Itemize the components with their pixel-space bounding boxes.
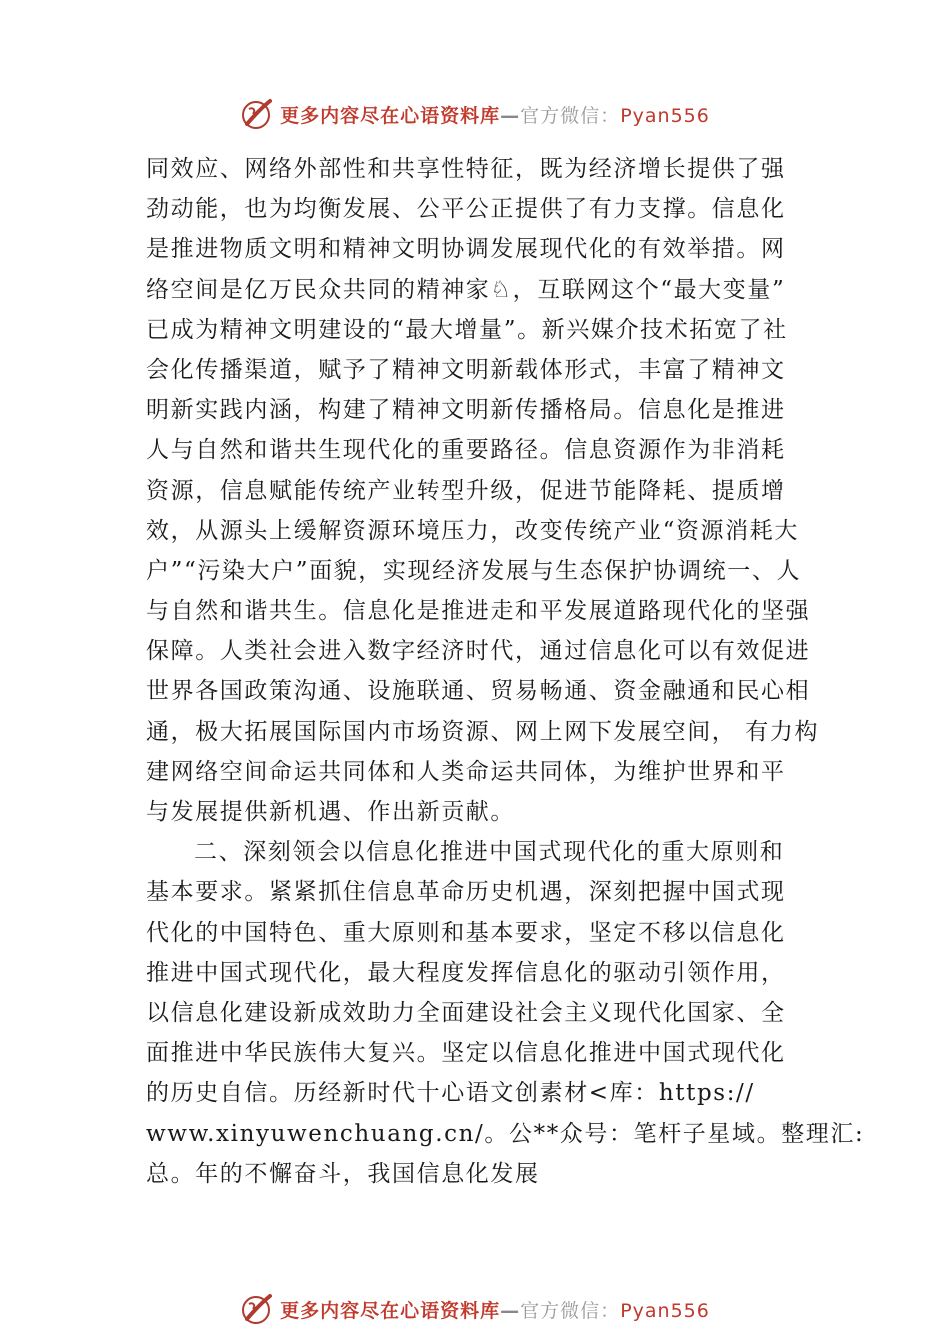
header-banner-text (280, 101, 710, 128)
body-line: 代化的中国特色、重大原则和基本要求，坚定不移以信息化 (146, 919, 786, 946)
body-line-url: www.xinyuwenchuang.cn/。公**众号：笔杆子星域。整理汇: (146, 1120, 865, 1147)
body-line: 资源，信息赋能传统产业转型升级，促进节能降耗、提质增 (146, 477, 786, 504)
body-line: 络空间是亿万民众共同的精神家♘，互联网这个“最大变量” (146, 276, 786, 303)
body-line: 面推进中华民族伟大复兴。坚定以信息化推进中国式现代化 (146, 1040, 786, 1067)
body-line: 明新实践内涵，构建了精神文明新传播格局。信息化是推进 (146, 397, 786, 424)
header-banner (0, 94, 950, 134)
section-heading-line: 二、深刻领会以信息化推进中国式现代化的重大原则和 (194, 839, 785, 866)
body-line: 世界各国政策沟通、设施联通、贸易畅通、资金融通和民心相 (146, 678, 811, 705)
footer-banner-main: 更多内容尽在心语资料库 (280, 1299, 501, 1322)
document-body (146, 149, 865, 1194)
body-line: 推进中国式现代化，最大程度发挥信息化的驱动引领作用， (146, 959, 786, 986)
body-line: 保障。人类社会进入数字经济时代，通过信息化可以有效促进 (146, 638, 811, 665)
body-line: 同效应、网络外部性和共享性特征，既为经济增长提供了强 (146, 156, 786, 182)
footer-banner-text (280, 1296, 710, 1323)
body-line: 通，极大拓展国际国内市场资源、网上网下发展空间， 有力构 (146, 718, 820, 745)
brush-logo-icon (240, 1292, 274, 1326)
header-banner-wechat-id: Pyan556 (620, 104, 710, 127)
body-line: 已成为精神文明建设的“最大增量”。新兴媒介技术拓宽了社 (146, 316, 788, 343)
body-line: 与自然和谐共生。信息化是推进走和平发展道路现代化的坚强 (146, 598, 811, 625)
body-line: 人与自然和谐共生现代化的重要路径。信息资源作为非消耗 (146, 437, 786, 464)
header-banner-separator: — (500, 104, 521, 127)
body-line: 会化传播渠道，赋予了精神文明新载体形式，丰富了精神文 (146, 356, 786, 383)
footer-banner-wechat-label: 官方微信： (520, 1299, 621, 1322)
body-line: 户”“污染大户”面貌，实现经济发展与生态保护协调统一、人 (146, 557, 802, 584)
body-line: 的历史自信。历经新时代十心语文创素材<库：https:// (146, 1080, 755, 1107)
brush-logo-icon (240, 97, 274, 131)
body-line: 是推进物质文明和精神文明协调发展现代化的有效举措。网 (146, 236, 786, 263)
body-line: 与发展提供新机遇、作出新贡献。 (146, 799, 515, 825)
body-line: 效，从源头上缓解资源环境压力，改变传统产业“资源消耗大 (146, 517, 799, 544)
header-banner-main: 更多内容尽在心语资料库 (280, 104, 501, 127)
footer-banner (0, 1289, 950, 1329)
body-line: 劲动能，也为均衡发展、公平公正提供了有力支撑。信息化 (146, 196, 786, 223)
body-line: 以信息化建设新成效助力全面建设社会主义现代化国家、全 (146, 999, 786, 1026)
body-line: 总。年的不懈奋斗，我国信息化发展 (146, 1160, 540, 1187)
footer-banner-separator: — (500, 1299, 521, 1322)
footer-banner-wechat-id: Pyan556 (620, 1299, 710, 1322)
body-line: 建网络空间命运共同体和人类命运共同体，为维护世界和平 (146, 758, 786, 785)
body-line: 基本要求。紧紧抓住信息革命历史机遇，深刻把握中国式现 (146, 879, 786, 906)
header-banner-wechat-label: 官方微信： (520, 104, 621, 127)
